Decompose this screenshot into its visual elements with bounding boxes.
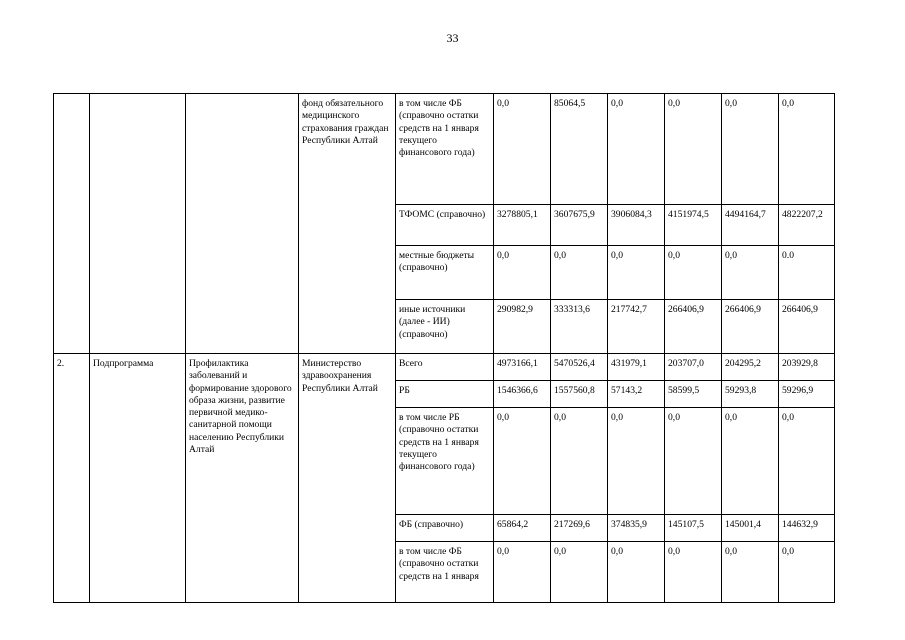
funding-source-cell: местные бюджеты (справочно) bbox=[396, 246, 494, 300]
value-cell: 0,0 bbox=[608, 542, 665, 603]
value-cell: 0,0 bbox=[494, 408, 551, 515]
value-cell: 59296,9 bbox=[779, 381, 835, 408]
value-cell: 0,0 bbox=[779, 408, 835, 515]
program-description-cell: Профилактика заболеваний и формирование здорового образа жизни, развитие первичной медико-санитарной помощи населению Республики Алтай bbox=[186, 354, 299, 603]
value-cell: 0,0 bbox=[779, 542, 835, 603]
value-cell: 0,0 bbox=[665, 408, 722, 515]
funding-source-cell: в том числе ФБ (справочно остатки средств на 1 января текущего финансового года) bbox=[396, 94, 494, 205]
value-cell: 59293,8 bbox=[722, 381, 779, 408]
program-name-cell bbox=[90, 94, 186, 354]
value-cell: 0,0 bbox=[551, 542, 608, 603]
value-cell: 266406,9 bbox=[779, 300, 835, 354]
value-cell: 65864,2 bbox=[494, 515, 551, 542]
value-cell: 1557560,8 bbox=[551, 381, 608, 408]
page-number: 33 bbox=[446, 31, 459, 45]
value-cell: 1546366,6 bbox=[494, 381, 551, 408]
row-number-cell bbox=[54, 94, 90, 354]
value-cell: 3607675,9 bbox=[551, 205, 608, 246]
funding-source-cell: ТФОМС (справочно) bbox=[396, 205, 494, 246]
value-cell: 266406,9 bbox=[665, 300, 722, 354]
funding-source-cell: иные источники (далее - ИИ) (справочно) bbox=[396, 300, 494, 354]
value-cell: 290982,9 bbox=[494, 300, 551, 354]
funding-source-cell: РБ bbox=[396, 381, 494, 408]
value-cell: 431979,1 bbox=[608, 354, 665, 381]
value-cell: 0,0 bbox=[608, 408, 665, 515]
value-cell: 204295,2 bbox=[722, 354, 779, 381]
funding-source-cell: Всего bbox=[396, 354, 494, 381]
value-cell: 374835,9 bbox=[608, 515, 665, 542]
value-cell: 266406,9 bbox=[722, 300, 779, 354]
value-cell: 203707,0 bbox=[665, 354, 722, 381]
value-cell: 145107,5 bbox=[665, 515, 722, 542]
value-cell: 0,0 bbox=[779, 94, 835, 205]
executor-cell: Министерство здравоохранения Республики Алтай bbox=[299, 354, 396, 603]
value-cell: 0,0 bbox=[665, 94, 722, 205]
value-cell: 0,0 bbox=[494, 94, 551, 205]
value-cell: 0,0 bbox=[551, 246, 608, 300]
value-cell: 57143,2 bbox=[608, 381, 665, 408]
value-cell: 4151974,5 bbox=[665, 205, 722, 246]
value-cell: 0,0 bbox=[494, 542, 551, 603]
value-cell: 3906084,3 bbox=[608, 205, 665, 246]
funding-source-cell: ФБ (справочно) bbox=[396, 515, 494, 542]
value-cell: 0,0 bbox=[722, 542, 779, 603]
value-cell: 0,0 bbox=[722, 246, 779, 300]
value-cell: 0,0 bbox=[722, 94, 779, 205]
row-number-cell: 2. bbox=[54, 354, 90, 603]
value-cell: 4822207,2 bbox=[779, 205, 835, 246]
value-cell: 217742,7 bbox=[608, 300, 665, 354]
value-cell: 333313,6 bbox=[551, 300, 608, 354]
value-cell: 85064,5 bbox=[551, 94, 608, 205]
value-cell: 4973166,1 bbox=[494, 354, 551, 381]
value-cell: 0,0 bbox=[608, 94, 665, 205]
value-cell: 203929,8 bbox=[779, 354, 835, 381]
value-cell: 4494164,7 bbox=[722, 205, 779, 246]
value-cell: 0,0 bbox=[722, 408, 779, 515]
program-name-cell: Подпрограмма bbox=[90, 354, 186, 603]
value-cell: 0,0 bbox=[551, 408, 608, 515]
value-cell: 144632,9 bbox=[779, 515, 835, 542]
value-cell: 145001,4 bbox=[722, 515, 779, 542]
funding-source-cell: в том числе РБ (справочно остатки средств на 1 января текущего финансового года) bbox=[396, 408, 494, 515]
value-cell: 0.0 bbox=[779, 246, 835, 300]
table-row bbox=[54, 354, 835, 381]
value-cell: 5470526,4 bbox=[551, 354, 608, 381]
program-description-cell bbox=[186, 94, 299, 354]
value-cell: 58599,5 bbox=[665, 381, 722, 408]
value-cell: 0,0 bbox=[665, 246, 722, 300]
executor-cell: фонд обязательного медицинского страхования граждан Республики Алтай bbox=[299, 94, 396, 354]
value-cell: 3278805,1 bbox=[494, 205, 551, 246]
value-cell: 0,0 bbox=[608, 246, 665, 300]
value-cell: 0,0 bbox=[665, 542, 722, 603]
funding-source-cell: в том числе ФБ (справочно остатки средств на 1 января bbox=[396, 542, 494, 603]
value-cell: 0,0 bbox=[494, 246, 551, 300]
value-cell: 217269,6 bbox=[551, 515, 608, 542]
table-row bbox=[54, 94, 835, 205]
budget-table bbox=[53, 93, 835, 603]
